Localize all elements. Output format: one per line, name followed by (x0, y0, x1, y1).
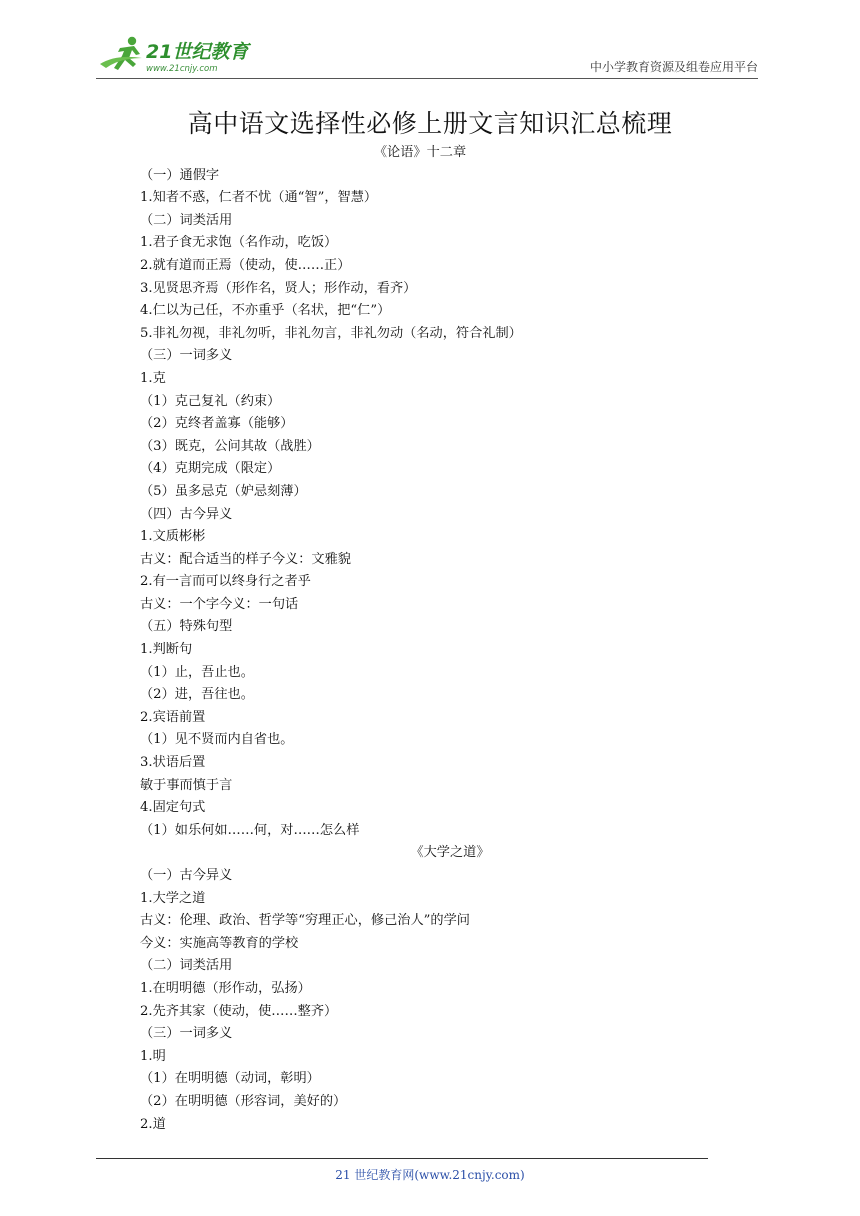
text-line: （三）一词多义 (140, 348, 233, 364)
text-line: 1.判断句 (140, 642, 193, 658)
text-line: （4）克期完成（限定） (140, 461, 281, 477)
text-line: 5.非礼勿视，非礼勿听，非礼勿言，非礼勿动（名动，符合礼制） (140, 325, 522, 341)
text-line: 1.明 (140, 1048, 166, 1064)
document-body (140, 142, 740, 1136)
text-line: 1.君子食无求饱（名作动，吃饭） (140, 235, 338, 251)
text-line: （二）词类活用 (140, 958, 233, 974)
header-divider (96, 78, 758, 79)
text-line: 2.就有道而正焉（使动，使……正） (140, 257, 351, 273)
text-line: （1）在明明德（动词，彰明） (140, 1071, 320, 1087)
text-line: （1）见不贤而内自省也。 (140, 732, 294, 748)
text-line: （1）止，吾止也。 (140, 664, 254, 680)
text-line: 1.知者不惑，仁者不忧（通“智”，智慧） (140, 190, 378, 206)
text-line: 1.文质彬彬 (140, 529, 206, 545)
text-line: 敏于事而慎于言 (140, 777, 233, 793)
text-line: 1.克 (140, 370, 166, 386)
text-line: 4.仁以为己任，不亦重乎（名状，把“仁”） (140, 303, 391, 319)
text-line: 古义：伦理、政治、哲学等“穷理正心，修己治人”的学问 (140, 913, 470, 929)
footer-source: 21 世纪教育网(www.21cnjy.com) (335, 1168, 525, 1182)
text-line: 2.道 (140, 1116, 166, 1132)
runner-icon (100, 37, 142, 70)
text-line: （一）通假字 (140, 167, 220, 183)
text-line: 今义：实施高等教育的学校 (140, 935, 299, 951)
text-line: （四）古今异义 (140, 506, 233, 522)
text-line: （三）一词多义 (140, 1026, 233, 1042)
text-line: （一）古今异义 (140, 868, 233, 883)
text-line: 3.状语后置 (140, 755, 206, 771)
section-heading: 《大学之道》 (410, 845, 490, 861)
text-line: 4.固定句式 (140, 800, 206, 816)
text-line: （2）在明明德（形容词，美好的） (140, 1093, 347, 1109)
logo-text: 21世纪教育 (146, 41, 249, 63)
footer-divider (96, 1158, 708, 1159)
logo-url: www.21cnjy.com (146, 64, 218, 74)
page-header (96, 34, 758, 80)
text-line: 古义：配合适当的样子今义：文雅貌 (140, 551, 351, 567)
text-line: 2.先齐其家（使动，使……整齐） (140, 1003, 338, 1019)
section-heading: 《论语》十二章 (373, 145, 467, 160)
text-line: 2.宾语前置 (140, 709, 206, 725)
text-line: 2.有一言而可以终身行之者乎 (140, 574, 311, 590)
text-line: （1）如乐何如……何，对……怎么样 (140, 822, 360, 838)
document-title: 高中语文选择性必修上册文言知识汇总梳理 (187, 109, 673, 138)
text-line: （5）虽多忌克（妒忌刻薄） (140, 483, 307, 499)
text-line: 3.见贤思齐焉（形作名，贤人；形作动，看齐） (140, 280, 417, 296)
text-line: （二）词类活用 (140, 212, 233, 228)
text-line: （2）进，吾往也。 (140, 687, 254, 703)
text-line: （2）克终者盖寡（能够） (140, 416, 294, 432)
text-line: 古义：一个字今义：一句话 (140, 596, 299, 612)
text-line: （五）特殊句型 (140, 619, 233, 635)
text-line: （1）克己复礼（约束） (140, 393, 281, 409)
platform-name: 中小学教育资源及组卷应用平台 (589, 60, 758, 74)
site-logo (96, 34, 266, 78)
text-line: （3）既克，公问其故（战胜） (140, 438, 320, 454)
text-line: 1.在明明德（形作动，弘扬） (140, 980, 311, 996)
text-line: 1.大学之道 (140, 890, 206, 906)
